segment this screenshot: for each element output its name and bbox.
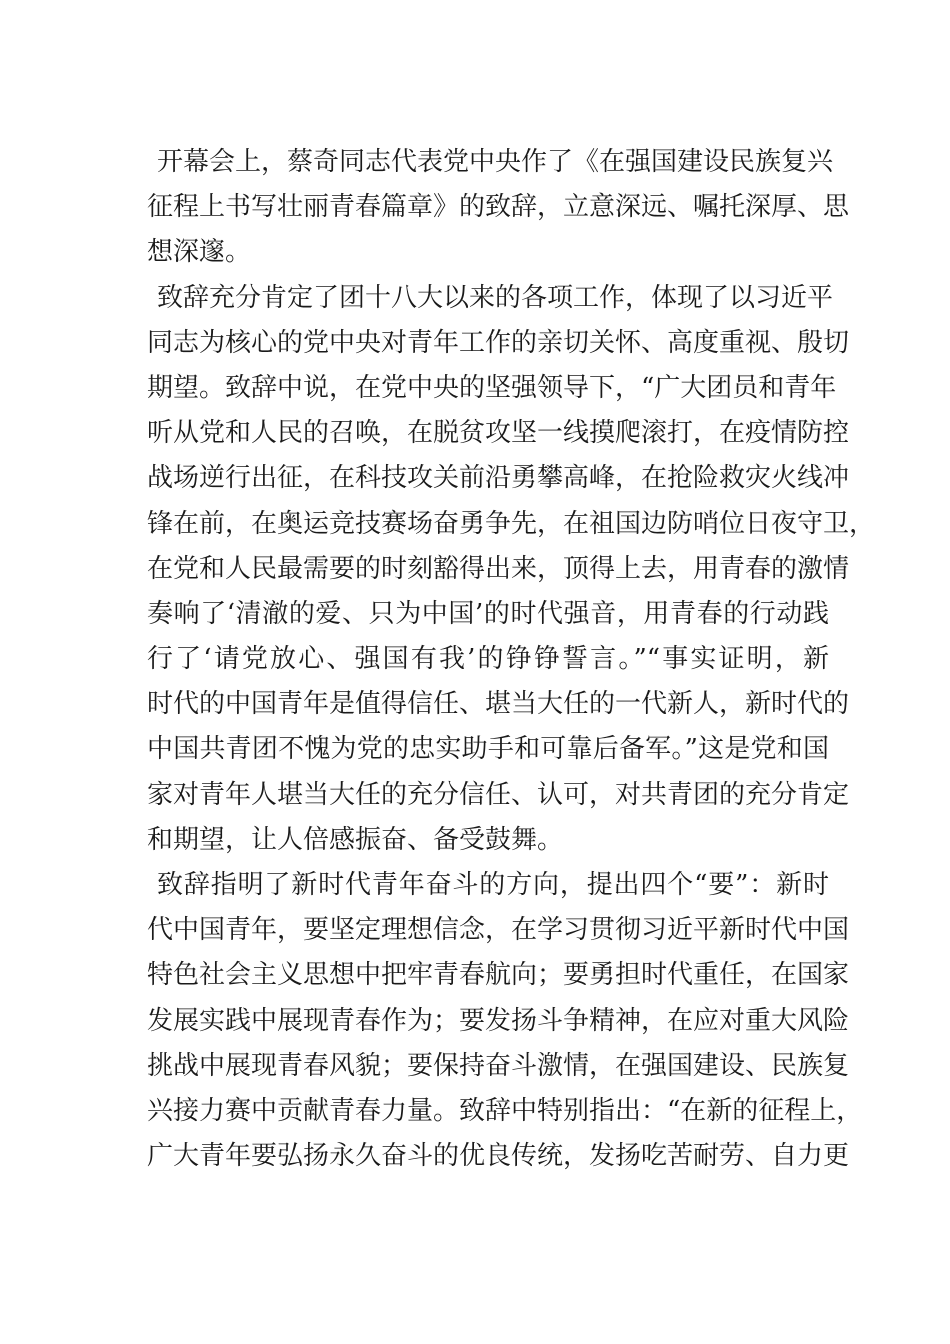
text-line: 致辞指明了新时代青年奋斗的方向，提出四个“要”：新时 bbox=[157, 870, 829, 900]
text-line: 家对青年人堪当大任的充分信任、认可，对共青团的充分肯定 bbox=[147, 779, 850, 810]
text-line: 奏响了‘清澈的爱、只为中国’的时代强音，用青春的行动践 bbox=[147, 598, 829, 629]
text-line: 发展实践中展现青春作为；要发扬斗争精神，在应对重大风险 bbox=[147, 1005, 850, 1036]
text-line: 战场逆行出征，在科技攻关前沿勇攀高峰，在抢险救灾火线冲 bbox=[147, 463, 850, 494]
text-line: 致辞充分肯定了团十八大以来的各项工作，体现了以习近平 bbox=[157, 282, 834, 313]
text-line: 期望。致辞中说，在党中央的坚强领导下，“广大团员和青年 bbox=[147, 372, 837, 403]
text-line: 想深邃。 bbox=[147, 237, 252, 268]
text-line: 时代的中国青年是值得信任、堪当大任的一代新人，新时代的 bbox=[147, 689, 850, 720]
text-line: 锋在前，在奥运竞技赛场奋勇争先，在祖国边防哨位日夜守卫， bbox=[147, 508, 876, 539]
text-line: 征程上书写壮丽青春篇章》的致辞，立意深远、嘱托深厚、思 bbox=[147, 192, 850, 223]
text-line: 行了‘请党放心、强国有我’的铮铮誓言。”“事实证明，新 bbox=[147, 644, 829, 675]
text-line: 同志为核心的党中央对青年工作的亲切关怀、高度重视、殷切 bbox=[147, 327, 850, 358]
text-line: 代中国青年，要坚定理想信念，在学习贯彻习近平新时代中国 bbox=[147, 915, 850, 946]
text-line: 听从党和人民的召唤，在脱贫攻坚一线摸爬滚打，在疫情防控 bbox=[147, 418, 850, 449]
text-line: 中国共青团不愧为党的忠实助手和可靠后备军。”这是党和国 bbox=[147, 734, 829, 765]
text-line: 广大青年要弘扬永久奋斗的优良传统，发扬吃苦耐劳、自力更 bbox=[147, 1141, 850, 1172]
paragraph-1 bbox=[147, 140, 850, 276]
document-body bbox=[147, 140, 876, 1179]
text-line: 兴接力赛中贡献青春力量。致辞中特别指出：“在新的征程上， bbox=[147, 1095, 863, 1126]
text-line: 在党和人民最需要的时刻豁得出来，顶得上去，用青春的激情 bbox=[147, 553, 850, 584]
text-line: 挑战中展现青春风貌；要保持奋斗激情，在强国建设、民族复 bbox=[147, 1050, 850, 1081]
text-line: 特色社会主义思想中把牢青春航向；要勇担时代重任，在国家 bbox=[147, 960, 850, 991]
text-line: 和期望，让人倍感振奋、备受鼓舞。 bbox=[147, 824, 564, 855]
paragraph-2 bbox=[147, 276, 876, 863]
text-line: 开幕会上，蔡奇同志代表党中央作了《在强国建设民族复兴 bbox=[157, 147, 834, 177]
paragraph-3 bbox=[147, 863, 863, 1179]
